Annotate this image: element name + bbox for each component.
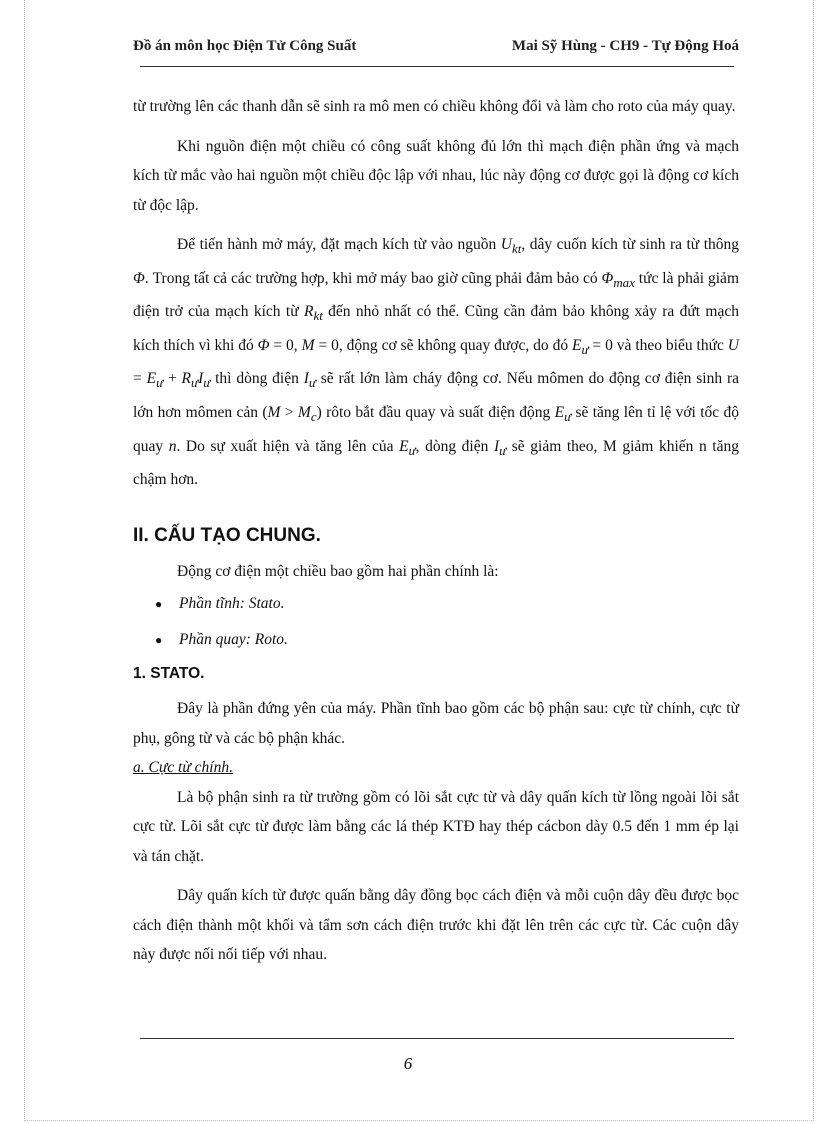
header-right-author: Mai Sỹ Hùng - CH9 - Tự Động Hoá <box>511 38 739 54</box>
paragraph-main-pole: Là bộ phận sinh ra từ trường gồm có lõi sắt cực từ và dây quấn kích từ lồng ngoài lõi sắt cực từ. Lõi sắt cực từ được làm bằng các lá thép KTĐ hay thép cácbon dày 0.5 đến 1 mm ép lại và tán chặt. <box>133 788 739 865</box>
document-body <box>133 92 739 970</box>
paragraph-excitation-winding: Dây quấn kích từ được quấn bằng dây đồng bọc cách điện và mỗi cuộn dây đều được bọc cách điện thành một khối và tẩm sơn cách điện trước khi đặt lên trên các cực từ. Các cuộn dây này được nối nối tiếp với nhau. <box>133 887 739 964</box>
subheading-main-pole: a. Cực từ chính. <box>133 759 233 777</box>
bullet-icon: ● <box>155 597 163 612</box>
header-rule <box>140 66 734 67</box>
header-left-title: Đồ án môn học Điện Tử Công Suất <box>133 38 357 54</box>
list-item: ● Phần quay: Roto. <box>133 622 739 658</box>
subsection-heading-stato: 1. STATO. <box>133 665 205 683</box>
bullet-icon: ● <box>155 633 163 648</box>
paragraph-stato: Đây là phần đứng yên của máy. Phần tĩnh bao gồm các bộ phận sau: cực từ chính, cực từ phụ, gông từ và các bộ phận khác. <box>133 700 739 747</box>
paragraph-continuation: từ trường lên các thanh dẫn sẽ sinh ra mô men có chiều không đổi và làm cho roto của máy quay. <box>133 98 736 115</box>
paragraph-starting: Để tiến hành mở máy, đặt mạch kích từ vào nguồn $U_{kt}$, dây cuốn kích từ sinh ra từ thông Φ. Trong tất cả các trường hợp, khi mở máy bao giờ cũng phải đảm bảo có $\Phi_{max}$ tức là phải giảm điện trở của mạch kích từ $R_{kt}$ đến nhỏ nhất có thể. Cũng cần đảm bảo không xảy ra đứt mạch kích thích vì khi đó Φ = 0, M = 0, động cơ sẽ không quay được, do đó $E_ư = 0$ và theo biểu thức $U = E_ư + R_ưI_ư$ thì dòng điện $I_ư$ sẽ rất lớn làm cháy động cơ. Nếu mômen do động cơ điện sinh ra lớn hơn mômen cản $(M > M_c)$ rôto bắt đầu quay và suất điện động $E_ư$ sẽ tăng lên tỉ lệ với tốc độ quay n. Do sự xuất hiện và tăng lên của $E_ư$, dòng điện $I_ư$ sẽ giảm theo, M giảm khiến n tăng chậm hơn. <box>133 236 740 489</box>
paragraph-independent-excitation: Khi nguồn điện một chiều có công suất không đủ lớn thì mạch điện phần ứng và mạch kích từ mắc vào hai nguồn một chiều độc lập với nhau, lúc này động cơ được gọi là động cơ kích từ độc lập. <box>133 137 739 214</box>
footer-rule <box>140 1038 734 1039</box>
section-heading-structure: II. CẤU TẠO CHUNG. <box>133 524 321 546</box>
structure-intro: Động cơ điện một chiều bao gồm hai phần chính là: <box>177 562 499 580</box>
list-item: ● Phần tĩnh: Stato. <box>133 586 739 622</box>
parts-list <box>133 586 739 658</box>
page-number: 6 <box>403 1054 413 1073</box>
